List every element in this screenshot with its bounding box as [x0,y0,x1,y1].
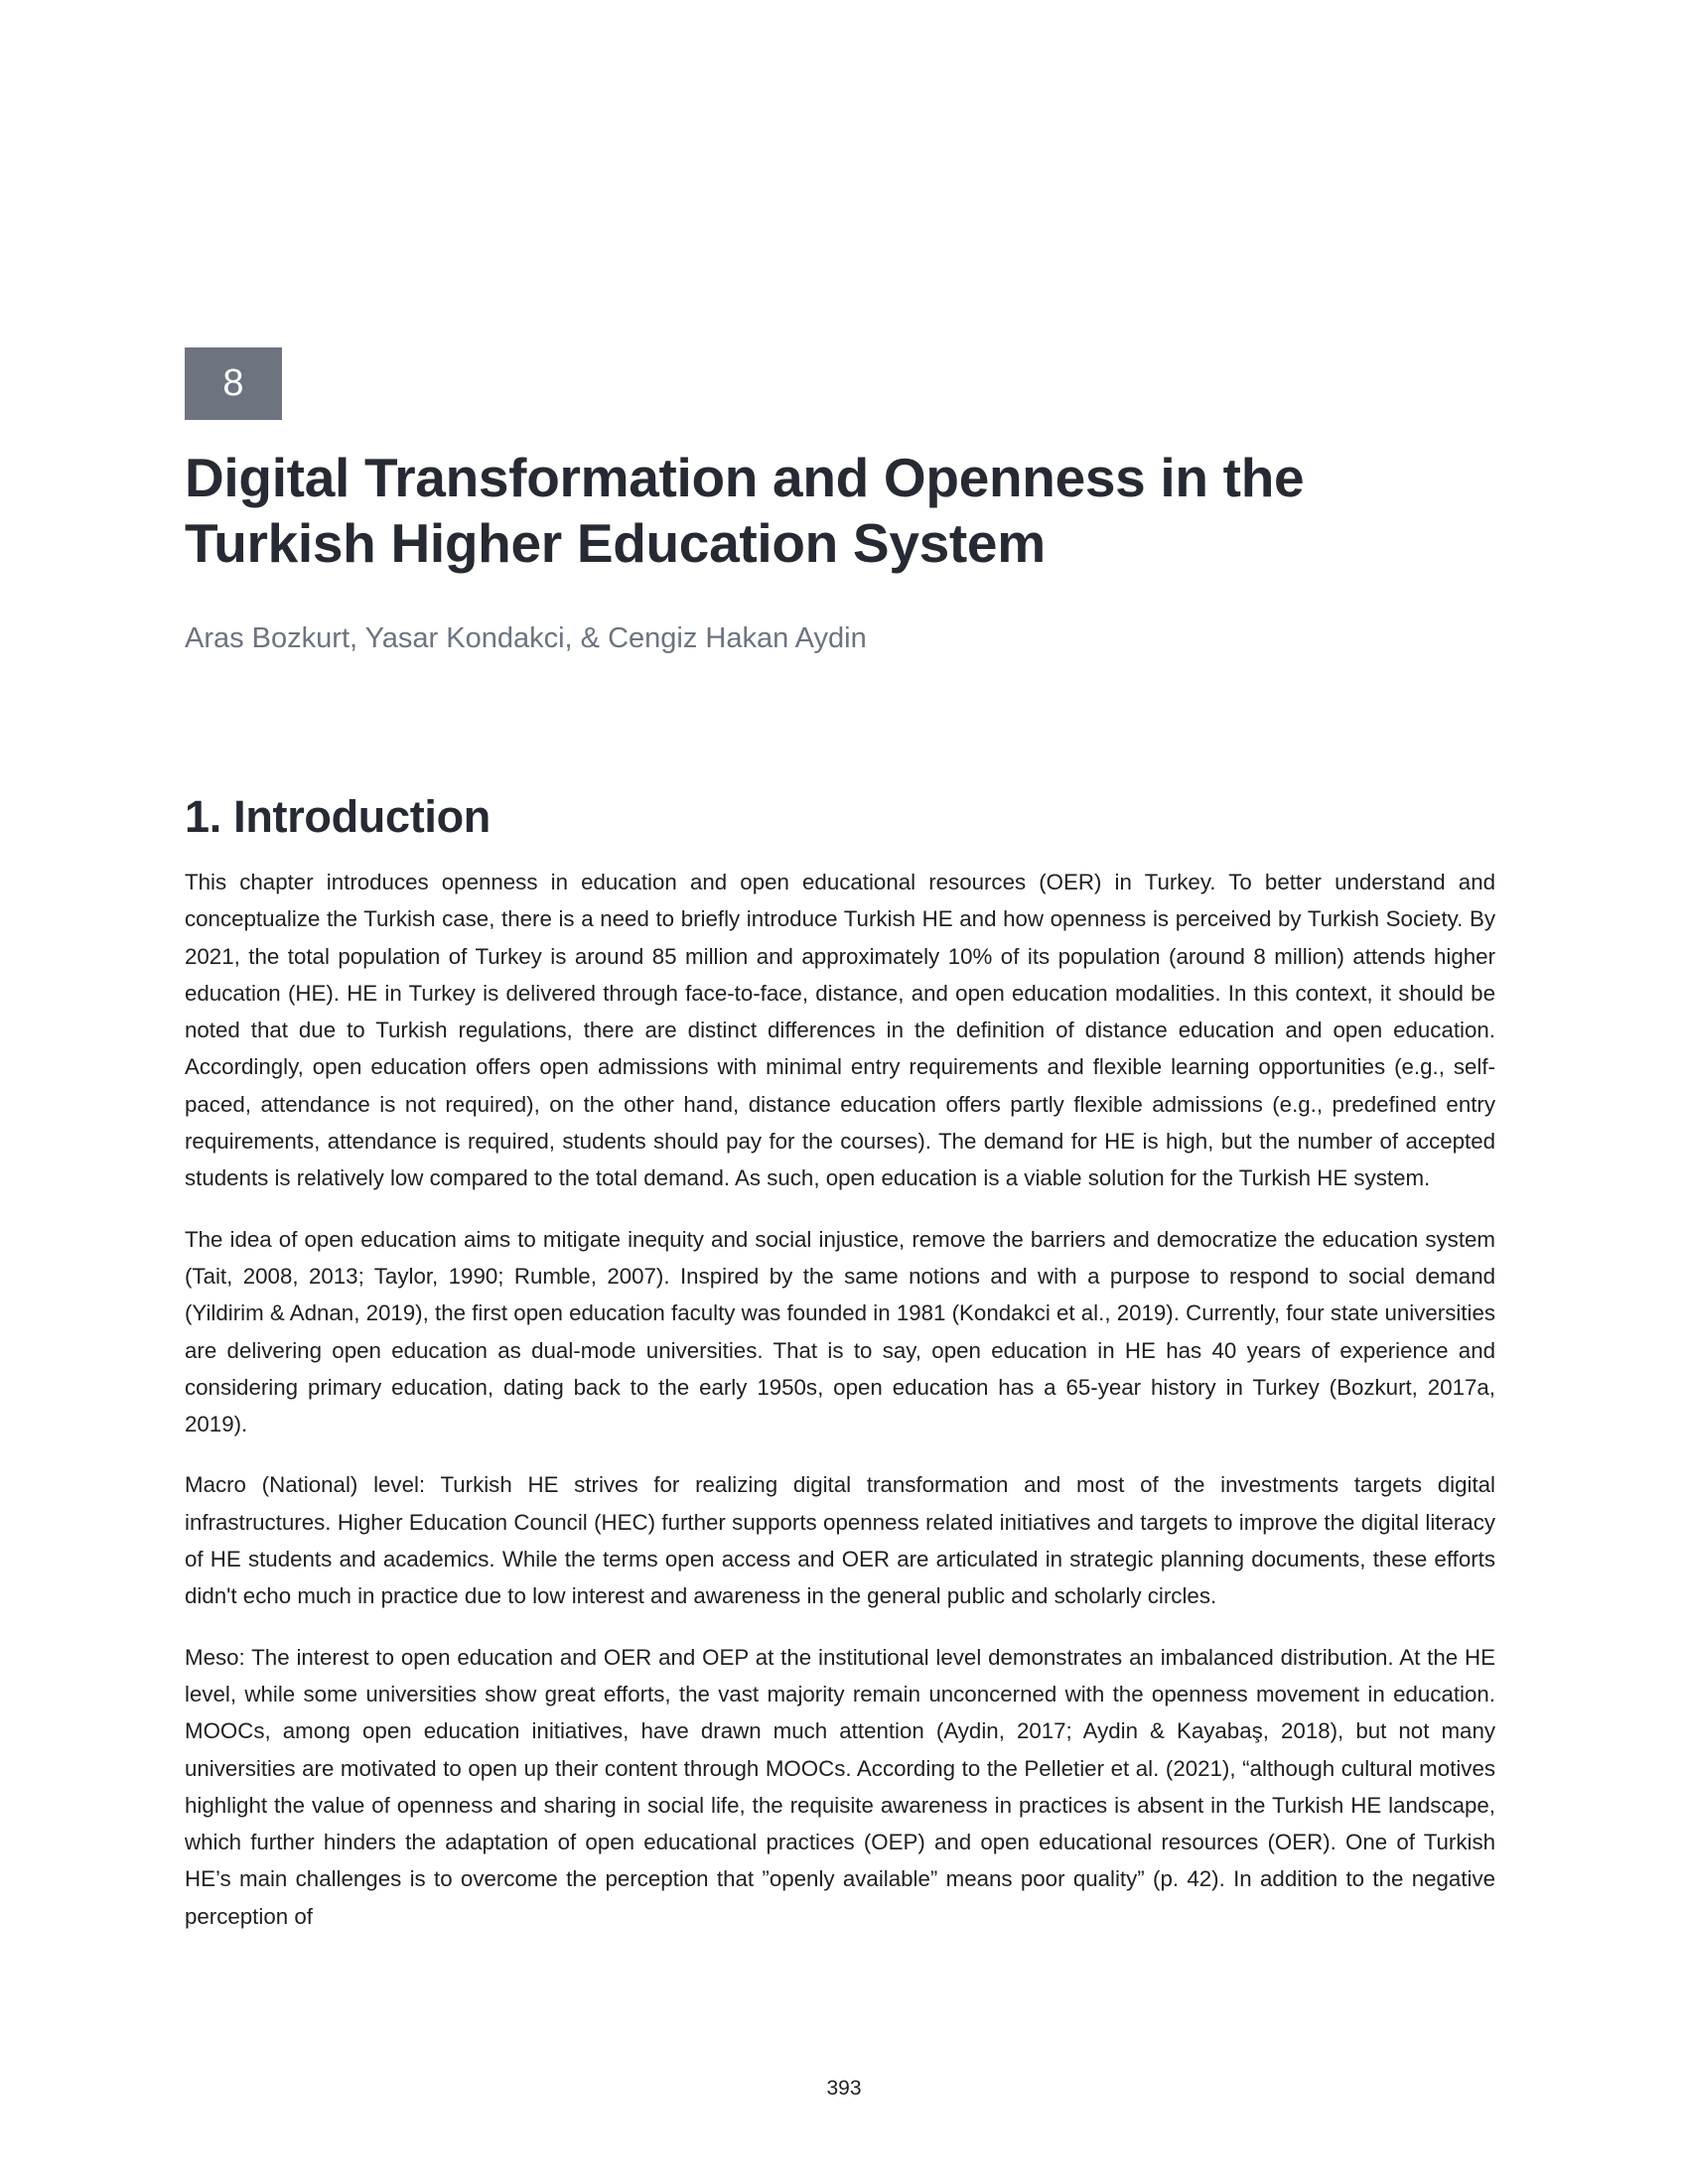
page-number: 393 [826,2077,862,2100]
chapter-number-badge [185,347,282,420]
body-text [185,864,1495,1959]
chapter-title: Digital Transformation and Openness in the Turkish Higher Education System [185,447,1305,574]
paragraph: This chapter introduces openness in education and open educational resources (OER) in Turkey. To better understand and conceptualize the Turkish case, there is a need to briefly introduce Turkish HE and how openness is perceived by Turkish Society. By 2021, the total population of Turkey is around 85 million and approximately 10% of its population (around 8 million) attends higher education (HE). HE in Turkey is delivered through face-to-face, distance, and open education modalities. In this context, it should be noted that due to Turkish regulations, there are distinct differences in the definition of distance education and open education. Accordingly, open education offers open admissions with minimal entry requirements and flexible learning opportunities (e.g., self-paced, attendance is not required), on the other hand, distance education offers partly flexible admissions (e.g., predefined entry requirements, attendance is required, students should pay for the courses). The demand for HE is high, but the number of accepted students is relatively low compared to the total demand. As such, open education is a viable solution for the Turkish HE system. [185,870,1495,1191]
chapter-authors: Aras Bozkurt, Yasar Kondakci, & Cengiz Hakan Aydin [185,622,867,654]
paragraph: Meso: The interest to open education and OER and OEP at the institutional level demonstrates an imbalanced distribution. At the HE level, while some universities show great efforts, the vast majority remain unconcerned with the openness movement in education. MOOCs, among open education initiatives, have drawn much attention (Aydin, 2017; Aydin & Kayabaş, 2018), but not many universities are motivated to open up their content through MOOCs. According to the Pelletier et al. (2021), “although cultural motives highlight the value of openness and sharing in social life, the requisite awareness in practices is absent in the Turkish HE landscape, which further hinders the adaptation of open educational practices (OEP) and open educational resources (OER). One of Turkish HE’s main challenges is to overcome the perception that ”openly available” means poor quality” (p. 42). In addition to the negative perception of [185,1644,1495,1929]
section-heading: 1. Introduction [185,791,491,842]
paragraph: Macro (National) level: Turkish HE strives for realizing digital transformation and most of the investments targets digital infrastructures. Higher Education Council (HEC) further supports openness related initiatives and targets to improve the digital literacy of HE students and academics. While the terms open access and OER are articulated in strategic planning documents, these efforts didn't echo much in practice due to low interest and awareness in the general public and scholarly circles. [185,1472,1495,1609]
chapter-number: 8 [222,362,244,404]
paragraph: The idea of open education aims to mitigate inequity and social injustice, remove the barriers and democratize the education system (Tait, 2008, 2013; Taylor, 1990; Rumble, 2007). Inspired by the same notions and with a purpose to respond to social demand (Yildirim & Adnan, 2019), the first open education faculty was founded in 1981 (Kondakci et al., 2019). Currently, four state universities are delivering open education as dual-mode universities. That is to say, open education in HE has 40 years of experience and considering primary education, dating back to the early 1950s, open education has a 65-year history in Turkey (Bozkurt, 2017a, 2019). [185,1226,1495,1437]
